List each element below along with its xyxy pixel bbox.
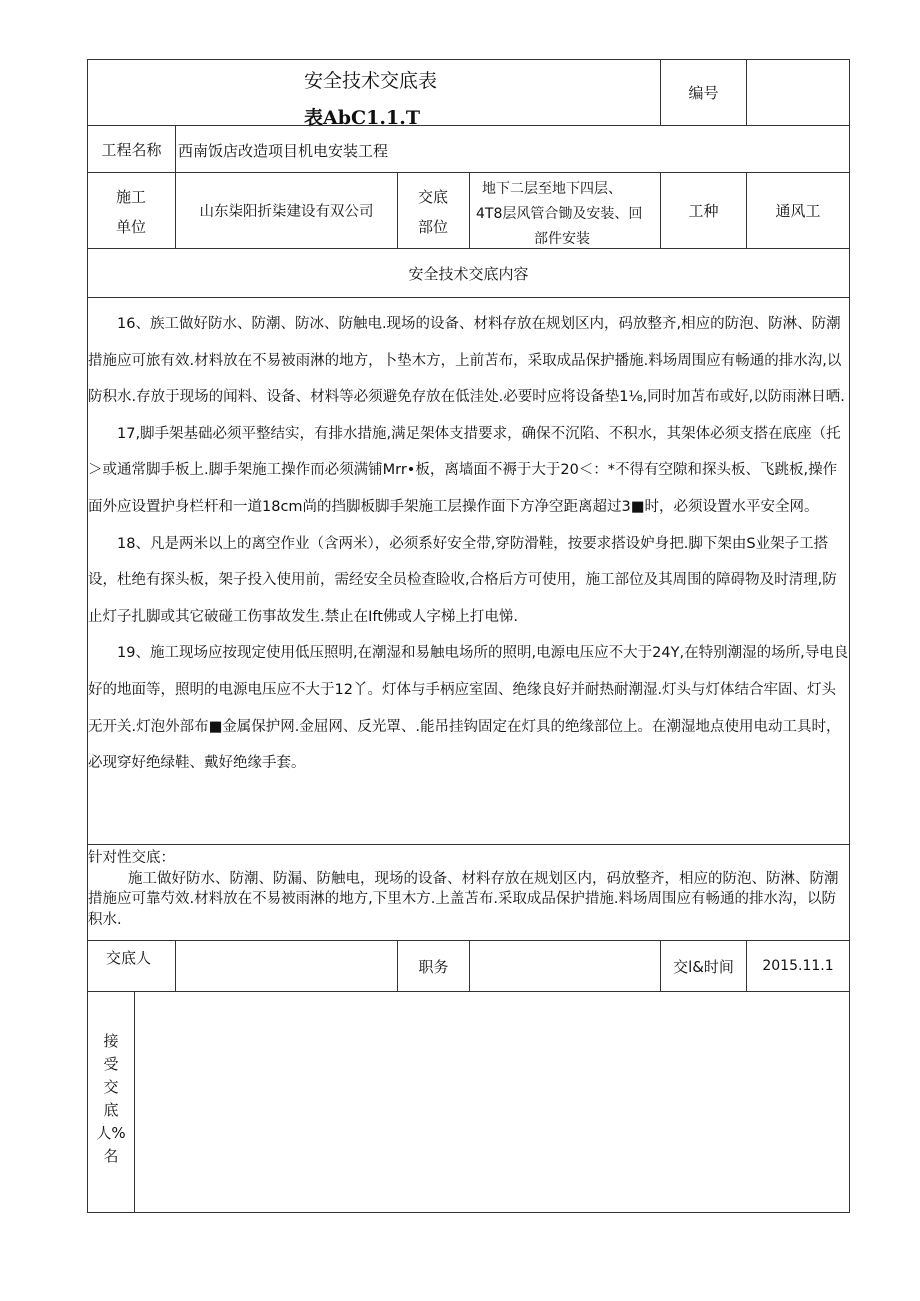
unit-label-cell [87,172,176,249]
number-value-cell[interactable] [746,59,850,126]
targeted-section [88,848,850,930]
unit-name: 山东柒阳折柒建设有双公司 [199,204,374,220]
trade-label: 工种 [688,202,719,220]
location-line3: 部件安装 [534,231,590,247]
receiver-char: 交 [103,1078,119,1096]
discloser-label: 交底人 [106,949,152,967]
receiver-char: 底 [103,1101,119,1119]
receiver-label [88,1030,134,1168]
receiver-char: 受 [103,1055,119,1073]
form-code: 表AbC1.1.T [304,107,420,129]
location-line1: 地下二层至地下四层、 [482,181,622,197]
paragraph-17: 17,脚手架基础必须平整结实，有排水措施,满足架体支措要求，确保不沉陷、不积水，其架体必须支搭在底座（托＞或通常脚手板上.脚手架施工操作而必须满铺Mrr•板，离墙面不褥于大于20＜：*不得有空隙和探头板、飞跳板,操作面外应设置护身栏杆和一道18cm尚的挡脚板脚手架施工层操作面下方净空距离超过3■时，必须设置水平安全网。 [88,425,841,515]
targeted-text: 施工做好防水、防潮、防漏、防触电，现场的设备、材料存放在规划区内，码放整齐，相应的防泡、防淋、防潮措施应可靠芍效.材料放在不易被雨淋的地方,下里木方.上盖苫布.采取成品保护措施.料场周围应有畅通的排水沟，以防积水. [88,870,839,928]
position-label-cell [397,940,470,992]
discloser-value-cell[interactable] [175,940,398,992]
unit-value-cell [175,172,398,249]
targeted-label: 针对性交底： [88,850,175,866]
form-title: 安全技术交底表 [304,70,438,92]
location-label-line1: 交底 [418,188,449,206]
trade-value-cell [746,172,850,249]
date-value-cell [746,940,850,992]
location-line2: 4T8层风管合锄及安装、回 [476,206,643,222]
content-heading: 安全技术交底内容 [408,264,529,283]
position-label: 职务 [418,957,449,976]
content-paragraphs [88,306,850,782]
date-label-cell [660,940,747,992]
number-label: 编号 [688,84,719,102]
number-label-cell [660,59,747,126]
location-label-cell [397,172,470,249]
receiver-char: 人% [96,1124,126,1142]
unit-label-line1: 施工 [116,188,147,206]
unit-label-line2: 单位 [116,218,147,236]
content-heading-cell [87,248,850,298]
position-value-cell[interactable] [469,940,661,992]
paragraph-16: 16、族工做好防水、防潮、防冰、防触电.现场的设备、材料存放在规划区内，码放整齐,相应的防泡、防淋、防潮措施应可旅有效.材料放在不易被雨淋的地方，卜垫木方，上前苫布，采取成品保护播施.料场周围应有畅通的排水沟,以防积水.存放于现场的闻料、设备、材料等必须避免存放在低洼处.必要时应将设备垫1⅛,同时加苫布或好,以防雨淋日晒. [88,316,845,406]
date-value: 2015.11.1 [762,958,834,974]
project-label-cell [87,125,176,173]
trade-value: 通风工 [775,202,821,220]
receiver-char: 名 [103,1147,119,1165]
receiver-signature-area[interactable] [134,991,850,1213]
trade-label-cell [660,172,747,249]
receiver-char: 接 [103,1032,119,1050]
paragraph-18: 18、凡是两米以上的离空作业（含两米），必须系好安全带,穿防滑鞋，按要求搭设妒身把.脚下架由S业架子工搭设，杜绝有探头板，架子投入使用前，需经安全员检查睑收,合格后方可使用，施工部位及其周围的障碍物及时清理,防止灯子扎脚或其它破碰工伤事故发生.禁止在Ift佛或人字梯上打电悌. [88,535,837,625]
location-label-line2: 部位 [418,218,449,236]
project-name: 西南饭店改造项目机电安装工程 [178,142,389,160]
project-label: 工程名称 [101,140,162,159]
paragraph-19: 19、施工现场应按现定使用低压照明,在潮湿和易触电场所的照明,电源电压应不大于24Y,在特别潮湿的场所,导电良好的地面等，照明的电源电压应不大于12丫。灯体与手柄应室固、绝缘良好并耐热耐潮湿.灯头与灯体结合牢固、灯头无开关.灯泡外部布■金属保护网.金屈网、反光罩、.能吊挂钩固定在灯具的绝缘部位上。在潮湿地点使用电动工具时，必现穿好绝绿鞋、戴好绝缘手套。 [88,645,849,772]
date-label: 交l&时间 [673,957,734,976]
